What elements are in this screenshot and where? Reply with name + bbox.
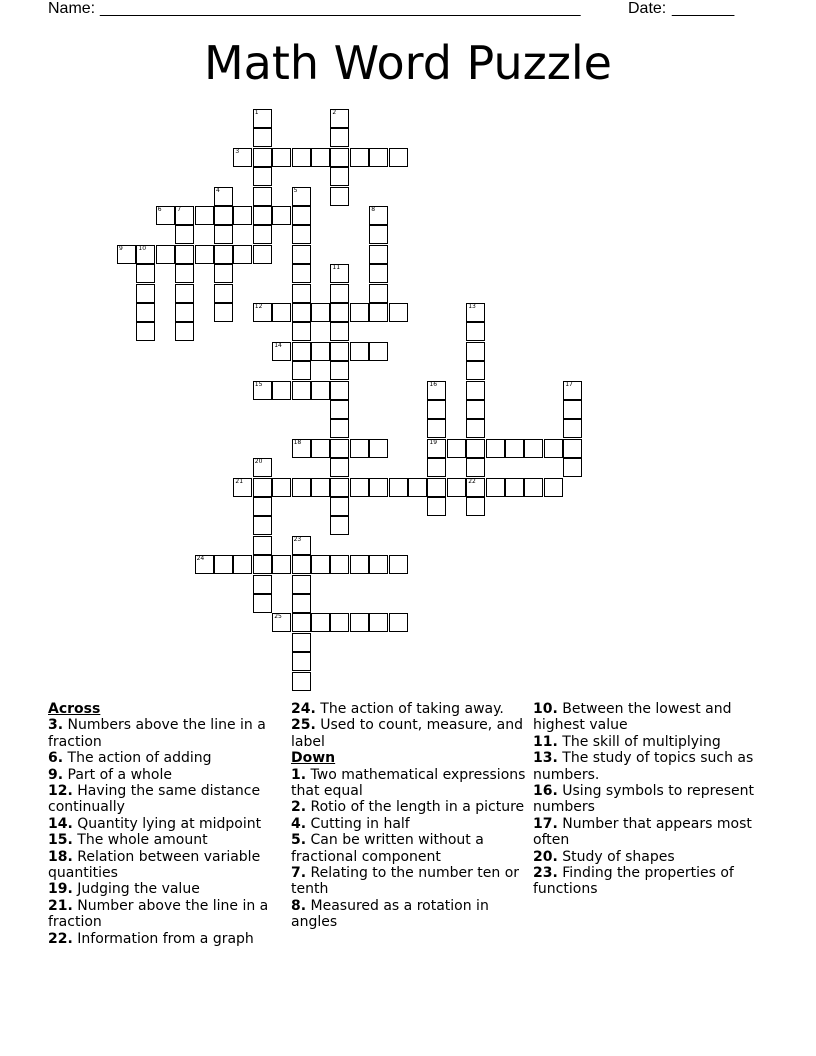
down-list — [291, 767, 527, 931]
across-clue — [48, 931, 284, 947]
grid-cell[interactable] — [156, 245, 175, 264]
grid-cell[interactable] — [330, 613, 349, 632]
cell-number: 19 — [429, 438, 438, 446]
grid-cell[interactable] — [253, 128, 272, 147]
clue-number: 8. — [291, 897, 307, 914]
grid-cell[interactable] — [175, 322, 194, 341]
clue-text: Using symbols to represent numbers — [533, 783, 754, 816]
grid-cell[interactable] — [330, 148, 349, 167]
across-clue — [291, 701, 527, 717]
grid-cell[interactable] — [292, 478, 311, 497]
grid-cell[interactable] — [253, 478, 272, 497]
grid-cell[interactable] — [330, 361, 349, 380]
clue-number: 15. — [48, 832, 73, 849]
page-title: Math Word Puzzle — [203, 36, 612, 90]
grid-cell[interactable] — [330, 439, 349, 458]
grid-cell[interactable] — [292, 187, 311, 206]
grid-cell[interactable] — [369, 478, 388, 497]
clue-number: 4. — [291, 815, 307, 832]
clue-text: Two mathematical expressions that equal — [291, 766, 526, 800]
grid-cell[interactable] — [175, 303, 194, 322]
grid-cell[interactable] — [369, 342, 388, 361]
grid-cell[interactable] — [427, 497, 446, 516]
grid-cell[interactable] — [175, 206, 194, 225]
down-clue — [533, 816, 769, 849]
clue-number: 7. — [291, 865, 307, 882]
grid-cell[interactable] — [447, 439, 466, 458]
grid-cell[interactable] — [350, 555, 369, 574]
grid-cell[interactable] — [292, 361, 311, 380]
grid-cell[interactable] — [214, 187, 233, 206]
grid-cell[interactable] — [466, 458, 485, 477]
grid-cell[interactable] — [389, 303, 408, 322]
across-clue — [48, 816, 284, 832]
grid-cell[interactable] — [214, 264, 233, 283]
grid-cell[interactable] — [369, 284, 388, 303]
cell-number: 18 — [293, 438, 302, 446]
grid-cell[interactable] — [253, 575, 272, 594]
grid-cell[interactable] — [253, 245, 272, 264]
cell-number: 23 — [293, 535, 302, 543]
grid-cell[interactable] — [563, 400, 582, 419]
grid-cell[interactable] — [136, 264, 155, 283]
grid-cell[interactable] — [292, 672, 311, 691]
across-clues-col1 — [48, 701, 284, 947]
down-clue — [533, 849, 769, 865]
grid-cell[interactable] — [272, 555, 291, 574]
grid-cell[interactable] — [389, 613, 408, 632]
grid-cell[interactable] — [330, 478, 349, 497]
cell-number: 22 — [468, 477, 476, 485]
grid-cell[interactable] — [214, 284, 233, 303]
grid-cell[interactable] — [253, 206, 272, 225]
across-list — [48, 717, 284, 947]
down-clue — [291, 767, 527, 800]
grid-cell[interactable] — [311, 613, 330, 632]
grid-cell[interactable] — [253, 381, 272, 400]
grid-cell[interactable] — [292, 245, 311, 264]
grid-cell[interactable] — [330, 497, 349, 516]
grid-cell[interactable] — [330, 109, 349, 128]
grid-cell[interactable] — [214, 245, 233, 264]
grid-cell[interactable] — [330, 342, 349, 361]
grid-cell[interactable] — [563, 458, 582, 477]
clue-text: Relating to the number ten or tenth — [291, 865, 520, 898]
grid-cell[interactable] — [369, 225, 388, 244]
grid-cell[interactable] — [350, 478, 369, 497]
grid-cell[interactable] — [330, 284, 349, 303]
cell-number: 16 — [429, 380, 438, 388]
grid-cell[interactable] — [369, 206, 388, 225]
grid-cell[interactable] — [369, 245, 388, 264]
grid-cell[interactable] — [233, 148, 252, 167]
grid-cell[interactable] — [195, 245, 214, 264]
down-clue — [533, 865, 769, 898]
grid-cell[interactable] — [233, 206, 252, 225]
grid-cell[interactable] — [253, 516, 272, 535]
grid-cell[interactable] — [253, 536, 272, 555]
grid-cell[interactable] — [311, 478, 330, 497]
clue-number: 19. — [48, 881, 73, 898]
clue-number: 6. — [48, 750, 64, 767]
grid-cell[interactable] — [369, 439, 388, 458]
grid-cell[interactable] — [350, 439, 369, 458]
grid-cell[interactable] — [214, 555, 233, 574]
grid-cell[interactable] — [233, 555, 252, 574]
grid-cell[interactable] — [253, 148, 272, 167]
cell-number: 17 — [565, 380, 573, 388]
grid-cell[interactable] — [330, 264, 349, 283]
grid-cell[interactable] — [195, 555, 214, 574]
grid-cell[interactable] — [292, 439, 311, 458]
grid-cell[interactable] — [292, 575, 311, 594]
grid-cell[interactable] — [330, 458, 349, 477]
grid-cell[interactable] — [272, 206, 291, 225]
grid-cell[interactable] — [214, 225, 233, 244]
grid-cell[interactable] — [292, 148, 311, 167]
grid-cell[interactable] — [350, 303, 369, 322]
grid-cell[interactable] — [253, 555, 272, 574]
clue-text: Relation between variable quantities — [48, 848, 261, 882]
cell-number: 15 — [254, 380, 263, 388]
grid-cell[interactable] — [272, 478, 291, 497]
grid-cell[interactable] — [253, 187, 272, 206]
cell-number: 4 — [216, 186, 220, 194]
grid-cell[interactable] — [369, 613, 388, 632]
clue-text: Finding the properties of functions — [533, 865, 734, 898]
clue-number: 21. — [48, 897, 73, 914]
grid-cell[interactable] — [563, 381, 582, 400]
grid-cell[interactable] — [175, 264, 194, 283]
grid-cell[interactable] — [466, 381, 485, 400]
clue-number: 23. — [533, 865, 558, 882]
grid-cell[interactable] — [350, 613, 369, 632]
clue-number: 3. — [48, 717, 64, 734]
grid-cell[interactable] — [311, 303, 330, 322]
clue-text: Number that appears most often — [533, 815, 752, 849]
down-clue — [291, 816, 527, 832]
grid-cell[interactable] — [330, 187, 349, 206]
grid-cell[interactable] — [330, 381, 349, 400]
grid-cell[interactable] — [253, 458, 272, 477]
down-clue — [533, 701, 769, 734]
clue-number: 24. — [291, 701, 316, 717]
clue-number: 17. — [533, 815, 558, 832]
clue-number: 1. — [291, 766, 307, 783]
clue-number: 10. — [533, 701, 558, 717]
grid-cell[interactable] — [272, 303, 291, 322]
grid-cell[interactable] — [466, 478, 485, 497]
grid-cell[interactable] — [311, 439, 330, 458]
clue-text: The whole amount — [72, 832, 208, 849]
clue-number: 22. — [48, 930, 73, 947]
across-clue — [48, 717, 284, 750]
grid-cell[interactable] — [292, 206, 311, 225]
cell-number: 8 — [371, 206, 376, 213]
down-clue — [533, 750, 769, 783]
grid-cell[interactable] — [466, 361, 485, 380]
clue-text: Measured as a rotation in angles — [291, 897, 489, 931]
grid-cell[interactable] — [292, 284, 311, 303]
down-clue — [291, 865, 527, 898]
grid-cell[interactable] — [272, 613, 291, 632]
across-clue — [48, 849, 284, 882]
grid-cell[interactable] — [466, 342, 485, 361]
clue-text: Quantity lying at midpoint — [72, 815, 262, 832]
clue-text: Cutting in half — [306, 815, 410, 832]
across-list-cont — [291, 701, 527, 750]
cell-number: 11 — [332, 264, 341, 272]
clue-text: Study of shapes — [557, 848, 675, 865]
grid-cell[interactable] — [253, 303, 272, 322]
grid-cell[interactable] — [544, 478, 563, 497]
down-clue — [291, 898, 527, 931]
clues-col2 — [291, 701, 527, 931]
grid-cell[interactable] — [447, 478, 466, 497]
down-list-cont — [533, 701, 769, 898]
clue-number: 18. — [48, 848, 73, 865]
cell-number: 12 — [254, 303, 263, 310]
grid-cell[interactable] — [292, 303, 311, 322]
grid-cell[interactable] — [136, 322, 155, 341]
grid-cell[interactable] — [427, 478, 446, 497]
clue-text: Part of a whole — [63, 766, 172, 783]
clue-text: The skill of multiplying — [557, 733, 721, 750]
grid-cell[interactable] — [311, 555, 330, 574]
grid-cell[interactable] — [427, 419, 446, 438]
grid-cell[interactable] — [466, 419, 485, 438]
grid-cell[interactable] — [330, 555, 349, 574]
cell-number: 9 — [119, 244, 123, 252]
grid-cell[interactable] — [117, 245, 136, 264]
grid-cell[interactable] — [253, 167, 272, 186]
cell-number: 10 — [138, 244, 147, 252]
grid-cell[interactable] — [292, 652, 311, 671]
grid-cell[interactable] — [330, 516, 349, 535]
down-clue — [533, 783, 769, 816]
clues-col3 — [533, 701, 769, 898]
grid-cell[interactable] — [136, 245, 155, 264]
grid-cell[interactable] — [272, 148, 291, 167]
clue-text: Number above the line in a fraction — [48, 897, 269, 931]
grid-cell[interactable] — [292, 342, 311, 361]
grid-cell[interactable] — [292, 264, 311, 283]
clue-number: 13. — [533, 750, 558, 767]
across-clue — [48, 881, 284, 897]
grid-cell[interactable] — [292, 225, 311, 244]
clue-text: Judging the value — [72, 881, 200, 898]
cell-number: 25 — [274, 613, 282, 621]
clue-text: Having the same distance continually — [48, 783, 261, 816]
grid-cell[interactable] — [524, 478, 543, 497]
grid-cell[interactable] — [330, 419, 349, 438]
grid-cell[interactable] — [292, 381, 311, 400]
clue-number: 20. — [533, 848, 558, 865]
cell-number: 1 — [254, 109, 259, 116]
grid-cell[interactable] — [136, 284, 155, 303]
clue-text: The study of topics such as numbers. — [533, 750, 754, 783]
grid-cell[interactable] — [369, 303, 388, 322]
grid-cell[interactable] — [524, 439, 543, 458]
grid-cell[interactable] — [214, 303, 233, 322]
grid-cell[interactable] — [369, 264, 388, 283]
grid-cell[interactable] — [253, 109, 272, 128]
grid-cell[interactable] — [330, 303, 349, 322]
across-clue — [48, 750, 284, 766]
cell-number: 3 — [235, 147, 240, 155]
grid-cell[interactable] — [233, 245, 252, 264]
grid-cell[interactable] — [175, 284, 194, 303]
grid-cell[interactable] — [292, 613, 311, 632]
grid-cell[interactable] — [175, 245, 194, 264]
grid-cell[interactable] — [292, 555, 311, 574]
grid-cell[interactable] — [486, 478, 505, 497]
cell-number: 21 — [235, 477, 244, 485]
cell-number: 13 — [468, 303, 476, 310]
clue-text: Can be written without a fractional component — [291, 832, 484, 865]
grid-cell[interactable] — [311, 148, 330, 167]
cell-number: 14 — [274, 341, 282, 349]
cell-number: 7 — [177, 206, 182, 213]
grid-cell[interactable] — [563, 439, 582, 458]
down-heading: Down — [291, 750, 336, 767]
grid-cell[interactable] — [156, 206, 175, 225]
grid-cell[interactable] — [427, 381, 446, 400]
grid-cell[interactable] — [330, 128, 349, 147]
grid-cell[interactable] — [369, 555, 388, 574]
grid-cell[interactable] — [292, 633, 311, 652]
cell-number: 2 — [332, 109, 337, 116]
grid-cell[interactable] — [389, 148, 408, 167]
down-clue — [291, 832, 527, 865]
grid-cell[interactable] — [272, 381, 291, 400]
grid-cell[interactable] — [427, 458, 446, 477]
grid-cell[interactable] — [350, 342, 369, 361]
clue-text: The action of adding — [63, 750, 212, 767]
grid-cell[interactable] — [292, 594, 311, 613]
down-clue — [533, 734, 769, 750]
clue-text: The action of taking away. — [315, 701, 504, 717]
clue-number: 2. — [291, 799, 307, 816]
grid-cell[interactable] — [311, 342, 330, 361]
clue-number: 25. — [291, 717, 316, 734]
across-clue — [48, 783, 284, 816]
across-heading: Across — [48, 701, 101, 717]
grid-cell[interactable] — [505, 439, 524, 458]
name-label: Name: — [48, 0, 96, 17]
date-line[interactable]: _______ — [672, 0, 735, 17]
cell-number: 5 — [293, 186, 298, 194]
clue-text: Rotio of the length in a picture — [306, 799, 525, 816]
grid-cell[interactable] — [369, 148, 388, 167]
cell-number: 20 — [254, 458, 263, 466]
clue-number: 9. — [48, 766, 64, 783]
grid-cell[interactable] — [330, 167, 349, 186]
clue-number: 12. — [48, 783, 73, 800]
clue-number: 16. — [533, 783, 558, 800]
clue-text: Numbers above the line in a fraction — [48, 717, 266, 750]
grid-cell[interactable] — [427, 400, 446, 419]
grid-cell[interactable] — [427, 439, 446, 458]
across-clue — [48, 898, 284, 931]
grid-cell[interactable] — [330, 322, 349, 341]
grid-cell[interactable] — [544, 439, 563, 458]
across-clue — [48, 767, 284, 783]
grid-cell[interactable] — [253, 225, 272, 244]
clue-number: 11. — [533, 733, 558, 750]
grid-cell[interactable] — [505, 478, 524, 497]
grid-cell[interactable] — [253, 497, 272, 516]
grid-cell[interactable] — [408, 478, 427, 497]
grid-cell[interactable] — [311, 381, 330, 400]
grid-cell[interactable] — [330, 400, 349, 419]
grid-cell[interactable] — [272, 342, 291, 361]
grid-cell[interactable] — [466, 439, 485, 458]
grid-cell[interactable] — [175, 225, 194, 244]
grid-cell[interactable] — [389, 555, 408, 574]
grid-cell[interactable] — [563, 419, 582, 438]
grid-cell[interactable] — [350, 148, 369, 167]
down-clue — [291, 799, 527, 815]
grid-cell[interactable] — [466, 303, 485, 322]
grid-cell[interactable] — [233, 478, 252, 497]
clue-number: 14. — [48, 815, 73, 832]
name-line[interactable]: ______________________________________________________ — [100, 0, 581, 17]
clue-text: Between the lowest and highest value — [533, 701, 732, 734]
grid-cell[interactable] — [292, 536, 311, 555]
cell-number: 6 — [157, 206, 162, 213]
date-label: Date: — [628, 0, 667, 17]
clue-text: Used to count, measure, and label — [291, 717, 523, 750]
clue-number: 5. — [291, 832, 307, 849]
grid-cell[interactable] — [466, 322, 485, 341]
grid-cell[interactable] — [466, 497, 485, 516]
grid-cell[interactable] — [136, 303, 155, 322]
grid-cell[interactable] — [195, 206, 214, 225]
grid-cell[interactable] — [253, 594, 272, 613]
cell-number: 24 — [196, 555, 205, 563]
grid-cell[interactable] — [389, 478, 408, 497]
grid-cell[interactable] — [292, 322, 311, 341]
grid-cell[interactable] — [466, 400, 485, 419]
clue-text: Information from a graph — [72, 930, 254, 947]
grid-cell[interactable] — [214, 206, 233, 225]
across-clue — [48, 832, 284, 848]
across-clue — [291, 717, 527, 750]
grid-cell[interactable] — [486, 439, 505, 458]
